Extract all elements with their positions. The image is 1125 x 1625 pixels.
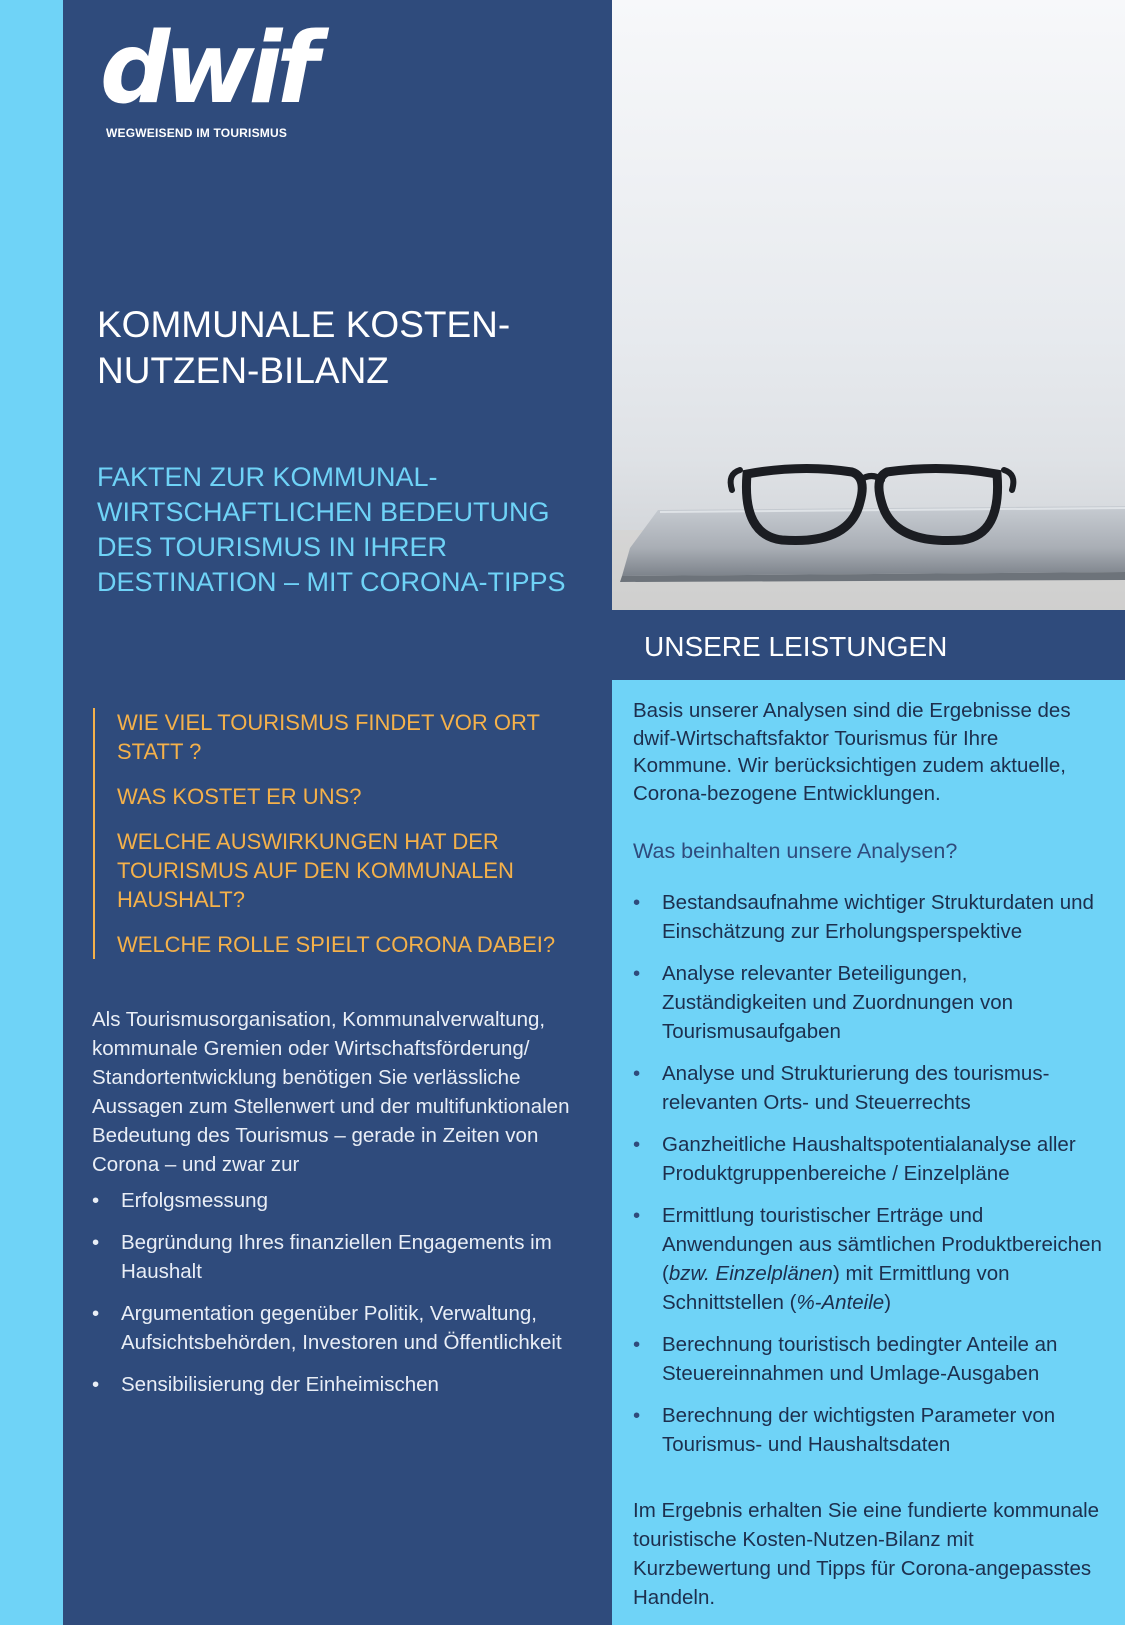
list-item: • Bestandsaufnahme wichtiger Strukturdaten und Einschätzung zur Erholungsperspektive (633, 888, 1113, 946)
bullet-text: ) mit Ermittlung von Schnittstellen ( (662, 1262, 1010, 1314)
list-item: • Begründung Ihres finanziellen Engagements im Haushalt (92, 1228, 597, 1286)
benefits-list (92, 1186, 597, 1412)
question-item: WELCHE ROLLE SPIELT CORONA DABEI? (117, 932, 556, 957)
list-item: • Berechnung der wichtigsten Parameter von Tourismus- und Haushaltsdaten (633, 1401, 1113, 1459)
list-item: • Analyse relevanter Beteiligungen, Zuständigkeiten und Zuordnungen von Tourismusaufgaben (633, 959, 1113, 1046)
list-item: • Sensibilisierung der Einheimischen (92, 1370, 597, 1399)
services-list (633, 888, 1113, 1472)
services-heading: UNSERE LEISTUNGEN (644, 631, 948, 662)
page-title: KOMMUNALE KOSTEN-NUTZEN-BILANZ (97, 304, 511, 391)
glasses-photo (612, 0, 1125, 610)
list-item (633, 1201, 1113, 1317)
services-outro: Im Ergebnis erhalten Sie eine fundierte kommunale touristische Kosten-Nutzen-Bilanz mit Kurzbewertung und Tipps für Corona-angepasstes Handeln. (633, 1499, 1100, 1609)
logo-tagline: WEGWEISEND IM TOURISMUS (106, 126, 288, 140)
question-item: WIE VIEL TOURISMUS FINDET VOR ORT STATT ? (117, 710, 540, 764)
question-item: WAS KOSTET ER UNS? (117, 784, 362, 809)
bullet-italic-text: bzw. Einzelplänen (668, 1262, 833, 1285)
dwif-logo (100, 12, 340, 144)
question-item: WELCHE AUSWIRKUNGEN HAT DER TOURISMUS AUF DEN KOMMUNALEN HAUSHALT? (117, 829, 514, 912)
list-item: • Analyse und Strukturierung des tourismus-relevanten Orts- und Steuerrechts (633, 1059, 1113, 1117)
bullet-italic-text: %-Anteile (796, 1291, 885, 1314)
glasses-laptop-illustration (612, 0, 1125, 610)
list-item: • Ganzheitliche Haushaltspotentialanalyse aller Produktgruppenbereiche / Einzelpläne (633, 1130, 1113, 1188)
services-intro: Basis unserer Analysen sind die Ergebnisse des dwif-Wirtschaftsfaktor Tourismus für Ihre Kommune. Wir berücksichtigen zudem aktuelle, Corona-bezogene Entwicklungen. (633, 699, 1071, 805)
list-item: • Berechnung touristisch bedingter Anteile an Steuereinnahmen und Umlage-Ausgaben (633, 1330, 1113, 1388)
left-accent-strip (0, 0, 63, 1625)
page-subtitle: FAKTEN ZUR KOMMUNAL-WIRTSCHAFTLICHEN BEDEUTUNG DES TOURISMUS IN IHRER DESTINATION – MIT CORONA-TIPPS (97, 462, 566, 597)
bullet-text: ) (884, 1291, 892, 1314)
bullet-text: Ermittlung touristischer Erträge und Anwendungen aus sämtlichen Produktbereichen ( (662, 1204, 1102, 1285)
list-item: • Erfolgsmessung (92, 1186, 597, 1215)
services-question: Was beinhalten unsere Analysen? (633, 839, 958, 863)
intro-paragraph: Als Tourismusorganisation, Kommunalverwaltung, kommunale Gremien oder Wirtschaftsförderung/ Standortentwicklung benötigen Sie verlässliche Aussagen zum Stellenwert und der multifunktionalen Bedeutung des Tourismus – gerade in Zeiten von Corona – und zwar zur (92, 1008, 570, 1176)
list-item: • Argumentation gegenüber Politik, Verwaltung, Aufsichtsbehörden, Investoren und Öffentlichkeit (92, 1299, 597, 1357)
logo-wordmark: dwif (100, 12, 313, 126)
key-questions (93, 708, 607, 959)
